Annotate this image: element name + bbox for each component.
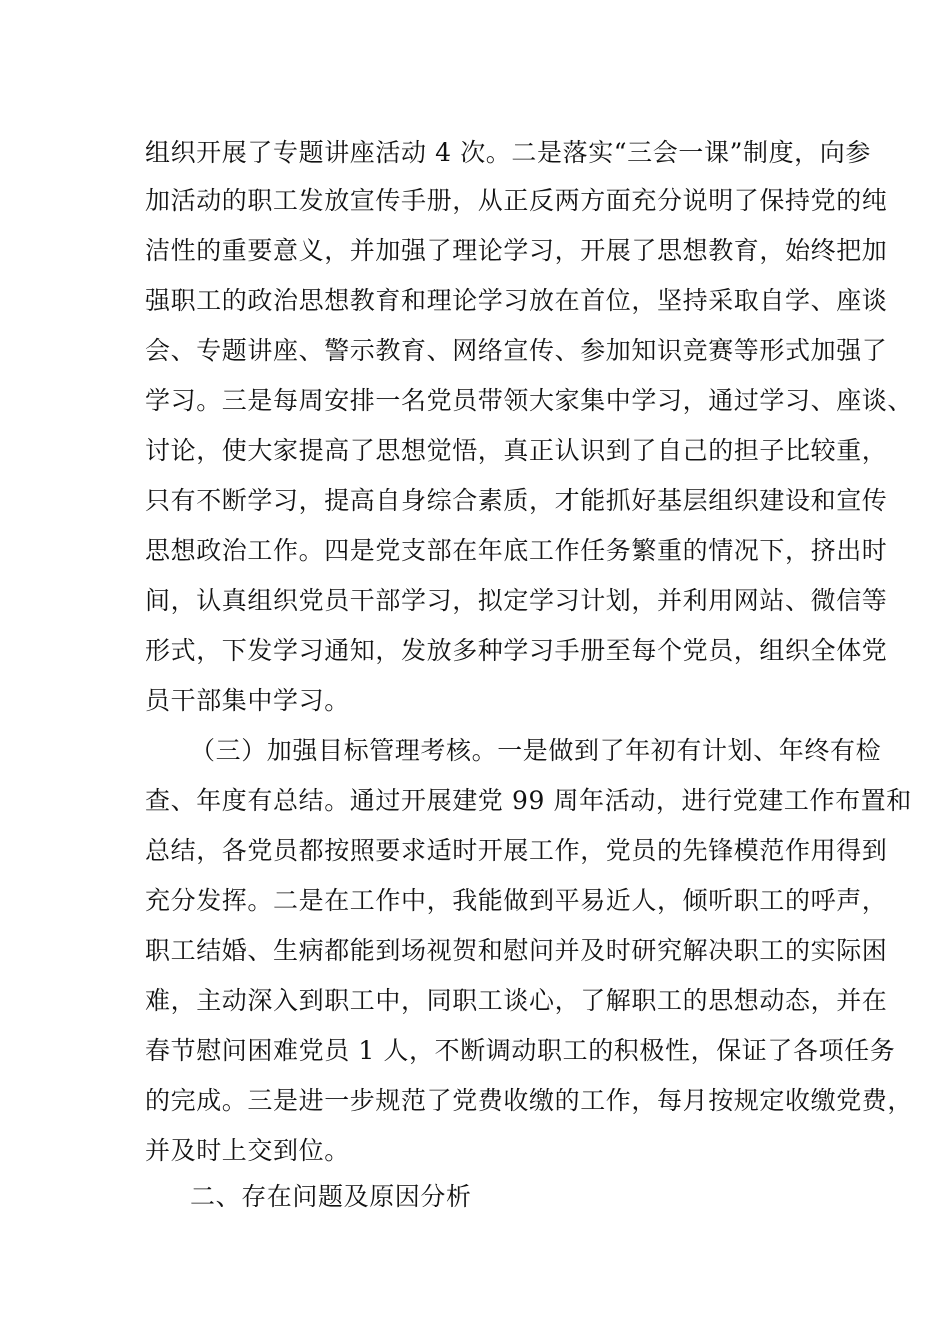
text-line: 间，认真组织党员干部学习，拟定学习计划，并利用网站、微信等 (145, 586, 888, 615)
text-line: 会、专题讲座、警示教育、网络宣传、参加知识竞赛等形式加强了 (145, 336, 888, 365)
text-line: 总结，各党员都按照要求适时开展工作，党员的先锋模范作用得到 (145, 836, 888, 865)
text-line: 组织开展了专题讲座活动 4 次。二是落实“三会一课”制度，向参 (145, 138, 871, 167)
text-line: 洁性的重要意义，并加强了理论学习，开展了思想教育，始终把加 (145, 236, 888, 265)
section-heading: （三）加强目标管理考核。一是做到了年初有计划、年终有检 (190, 736, 882, 765)
text-line: 形式，下发学习通知，发放多种学习手册至每个党员，组织全体党 (145, 636, 888, 665)
text-line: 学习。三是每周安排一名党员带领大家集中学习，通过学习、座谈、 (145, 386, 914, 415)
text-line: 讨论，使大家提高了思想觉悟，真正认识到了自己的担子比较重， (145, 436, 888, 465)
section-heading: 二、存在问题及原因分析 (190, 1182, 472, 1211)
text-line: 查、年度有总结。通过开展建党 99 周年活动，进行党建工作布置和 (145, 786, 912, 815)
text-line: 职工结婚、生病都能到场视贺和慰问并及时研究解决职工的实际困 (145, 936, 888, 965)
text-line: 加活动的职工发放宣传手册，从正反两方面充分说明了保持党的纯 (145, 186, 888, 215)
text-line: 充分发挥。二是在工作中，我能做到平易近人，倾听职工的呼声， (145, 886, 888, 915)
text-line: 春节慰问困难党员 1 人，不断调动职工的积极性，保证了各项任务 (145, 1036, 896, 1065)
text-line: 并及时上交到位。 (145, 1136, 350, 1165)
text-line: 强职工的政治思想教育和理论学习放在首位，坚持采取自学、座谈 (145, 286, 888, 315)
text-line: 思想政治工作。四是党支部在年底工作任务繁重的情况下，挤出时 (145, 536, 888, 565)
text-line: 只有不断学习，提高自身综合素质，才能抓好基层组织建设和宣传 (145, 486, 888, 515)
text-line: 难，主动深入到职工中，同职工谈心，了解职工的思想动态，并在 (145, 986, 888, 1015)
text-line: 的完成。三是进一步规范了党费收缴的工作，每月按规定收缴党费， (145, 1086, 914, 1115)
text-line: 员干部集中学习。 (145, 686, 350, 715)
